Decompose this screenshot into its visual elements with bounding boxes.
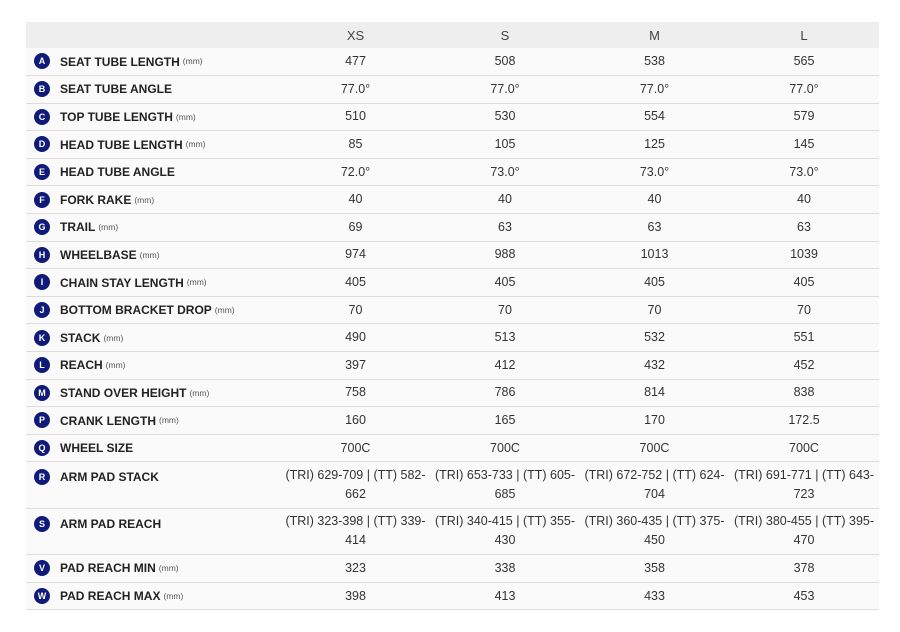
measurement-unit: (mm) [185,139,206,150]
geometry-row-p [26,407,879,435]
measurement-unit: (mm) [159,415,179,426]
value-cell-m: 358 [644,560,665,575]
value-line: 450 [644,533,665,548]
value-cell-xs: 700C [340,440,371,455]
value-line: 470 [793,533,815,548]
value-cell-s: 700C [490,440,520,455]
measurement-label-cell [26,296,281,324]
value-cell-l: 378 [793,560,815,575]
measurement-label-cell [26,103,281,131]
measurement-unit: (mm) [134,194,155,205]
value-cell-l: 145 [793,137,815,152]
measurement-letter-badge: W [34,588,50,604]
value-cell-l [729,508,879,554]
geometry-row-c [26,103,879,131]
value-line: (TRI) 629-709 | (TT) 582- [285,468,426,483]
value-cell-m: 432 [644,357,665,372]
value-cell-m: 73.0° [639,164,670,179]
value-cell-m: 405 [644,275,665,290]
measurement-label-cell [26,241,281,269]
value-line: 685 [494,487,516,502]
value-line: (TRI) 323-398 | (TT) 339- [285,514,426,529]
measurement-label-cell [26,407,281,435]
measurement-label-cell [26,186,281,214]
geometry-row-v [26,555,879,583]
measurement-name: WHEEL SIZE [60,440,134,455]
measurement-letter-badge: J [34,302,50,318]
value-cell-m: 40 [647,192,662,207]
value-cell-l: 172.5 [788,413,820,428]
geometry-table-body [26,48,879,610]
measurement-letter-badge: H [34,247,50,263]
value-cell-s: 405 [494,275,516,290]
value-cell-l: 70 [797,302,811,317]
geometry-row-q [26,434,879,462]
measurement-name: ARM PAD REACH [60,516,162,531]
value-cell-l: 453 [793,588,815,603]
measurement-name: WHEELBASE [60,247,137,262]
geometry-row-m [26,379,879,407]
value-line: (TRI) 360-435 | (TT) 375- [584,514,725,529]
measurement-letter-badge: R [34,469,50,485]
measurement-name: ARM PAD STACK [60,470,159,485]
value-cell-m: 700C [639,440,670,455]
value-cell-s: 338 [494,560,516,575]
value-cell-xs: 477 [345,54,366,69]
geometry-row-i [26,269,879,297]
geometry-row-s [26,508,879,554]
value-cell-s: 508 [494,54,516,69]
header-blank-cell [26,22,281,48]
value-cell-l: 565 [793,54,815,69]
size-header-row [26,22,879,48]
measurement-name: BOTTOM BRACKET DROP [60,302,212,317]
measurement-name: FORK RAKE [60,192,132,207]
measurement-name: HEAD TUBE ANGLE [60,164,175,179]
measurement-name: PAD REACH MAX [60,588,161,603]
value-cell-l: 77.0° [789,81,819,96]
value-cell-xs: 72.0° [340,164,371,179]
measurement-letter-badge: M [34,385,50,401]
geometry-row-a [26,48,879,76]
value-cell-l: 452 [793,357,815,372]
geometry-table [26,22,879,610]
value-cell-s: 70 [498,302,512,317]
value-cell-m: 63 [647,219,662,234]
measurement-unit: (mm) [103,332,124,343]
value-cell-s: 530 [494,109,516,124]
measurement-unit: (mm) [214,304,235,315]
value-cell-s: 105 [494,137,516,152]
measurement-letter-badge: V [34,560,50,576]
value-cell-l: 551 [793,330,815,345]
value-cell-xs: 490 [345,330,366,345]
measurement-name: STACK [60,330,101,345]
geometry-row-r [26,462,879,508]
geometry-row-f [26,186,879,214]
measurement-letter-badge: Q [34,440,50,456]
measurement-unit: (mm) [186,277,207,288]
measurement-unit: (mm) [98,222,119,233]
measurement-name: SEAT TUBE LENGTH [60,54,180,69]
measurement-unit: (mm) [163,590,184,601]
value-cell-xs: 69 [348,219,363,234]
value-cell-s: 413 [494,588,516,603]
value-cell-m: 433 [644,588,665,603]
measurement-name: CRANK LENGTH [60,413,156,428]
value-cell-l: 73.0° [789,164,819,179]
measurement-name: TOP TUBE LENGTH [60,109,173,124]
value-cell-l: 63 [797,219,811,234]
value-cell-s: 513 [494,330,516,345]
value-cell-m: 554 [644,109,665,124]
value-cell-l: 700C [789,440,819,455]
value-cell-xs [281,508,430,554]
value-cell-m: 170 [644,413,665,428]
value-cell-xs [281,462,430,508]
value-cell-m: 532 [644,330,665,345]
measurement-letter-badge: D [34,136,50,152]
measurement-name: SEAT TUBE ANGLE [60,82,173,97]
measurement-unit: (mm) [189,387,210,398]
measurement-label-cell [26,324,281,352]
value-cell-s [430,462,580,508]
measurement-letter-badge: A [34,53,50,69]
measurement-letter-badge: P [34,412,50,428]
value-cell-xs: 397 [345,357,366,372]
measurement-letter-badge: F [34,192,50,208]
measurement-letter-badge: I [34,274,50,290]
measurement-name: PAD REACH MIN [60,561,156,576]
measurement-name: REACH [60,358,103,373]
value-cell-xs: 160 [345,413,366,428]
value-cell-m: 538 [644,54,665,69]
value-cell-xs: 77.0° [340,81,371,96]
measurement-name: STAND OVER HEIGHT [60,385,187,400]
geometry-row-h [26,241,879,269]
value-line: (TRI) 653-733 | (TT) 605- [434,468,576,483]
measurement-label-cell [26,214,281,242]
measurement-label-cell [26,462,281,508]
geometry-row-b [26,76,879,104]
measurement-name: CHAIN STAY LENGTH [60,275,184,290]
measurement-label-cell [26,508,281,554]
geometry-row-e [26,158,879,186]
measurement-unit: (mm) [182,56,203,67]
value-cell-xs: 85 [348,137,363,152]
value-cell-m [580,508,729,554]
value-line: 662 [345,487,366,502]
measurement-letter-badge: L [34,357,50,373]
measurement-label-cell [26,158,281,186]
value-cell-l: 838 [793,385,815,400]
value-line: (TRI) 672-752 | (TT) 624- [584,468,725,483]
value-cell-l: 1039 [790,247,818,262]
geometry-row-j [26,296,879,324]
measurement-letter-badge: E [34,164,50,180]
value-cell-xs: 510 [345,109,366,124]
value-cell-s: 63 [498,219,512,234]
value-cell-xs: 974 [345,247,366,262]
measurement-label-cell [26,379,281,407]
size-header-l: L [800,27,808,43]
measurement-name: HEAD TUBE LENGTH [60,137,183,152]
geometry-row-w [26,582,879,610]
value-cell-m: 1013 [640,247,669,262]
value-cell-s: 988 [494,247,516,262]
geometry-row-d [26,131,879,159]
measurement-label-cell [26,48,281,76]
value-cell-m: 70 [647,302,662,317]
value-cell-s [430,508,580,554]
measurement-label-cell [26,582,281,610]
measurement-letter-badge: B [34,81,50,97]
value-cell-s: 77.0° [490,81,520,96]
size-header-m: M [649,27,660,43]
measurement-label-cell [26,352,281,380]
value-cell-s: 165 [494,413,516,428]
measurement-unit: (mm) [139,249,160,260]
value-cell-xs: 758 [345,385,366,400]
value-line: 704 [644,487,665,502]
geometry-row-g [26,214,879,242]
value-cell-l: 405 [793,275,815,290]
value-line: (TRI) 691-771 | (TT) 643- [733,468,875,483]
value-cell-m: 77.0° [639,81,670,96]
value-cell-xs: 398 [345,588,366,603]
value-cell-l: 579 [793,109,815,124]
measurement-name: TRAIL [60,220,96,235]
value-line: 430 [494,533,516,548]
value-cell-l: 40 [797,192,811,207]
measurement-label-cell [26,76,281,104]
measurement-label-cell [26,555,281,583]
value-cell-m: 125 [644,137,665,152]
size-header-s: S [500,27,510,43]
size-header-xs: XS [346,27,365,43]
measurement-letter-badge: K [34,330,50,346]
value-cell-xs: 40 [348,192,363,207]
measurement-letter-badge: S [34,516,50,532]
value-line: 414 [345,533,366,548]
measurement-letter-badge: G [34,219,50,235]
value-cell-xs: 405 [345,275,366,290]
measurement-unit: (mm) [175,111,196,122]
measurement-label-cell [26,131,281,159]
value-line: 723 [793,487,815,502]
value-cell-m [580,462,729,508]
measurement-label-cell [26,269,281,297]
measurement-letter-badge: C [34,109,50,125]
value-cell-s: 40 [498,192,512,207]
measurement-unit: (mm) [158,563,179,574]
value-cell-xs: 323 [345,560,366,575]
value-cell-s: 73.0° [490,164,520,179]
value-cell-s: 786 [494,385,516,400]
measurement-label-cell [26,434,281,462]
value-cell-m: 814 [644,385,665,400]
geometry-row-k [26,324,879,352]
value-cell-s: 412 [494,357,516,372]
value-cell-l [729,462,879,508]
value-line: (TRI) 340-415 | (TT) 355- [434,514,576,529]
value-line: (TRI) 380-455 | (TT) 395- [733,514,875,529]
measurement-unit: (mm) [105,360,126,371]
geometry-row-l [26,352,879,380]
value-cell-xs: 70 [348,302,363,317]
